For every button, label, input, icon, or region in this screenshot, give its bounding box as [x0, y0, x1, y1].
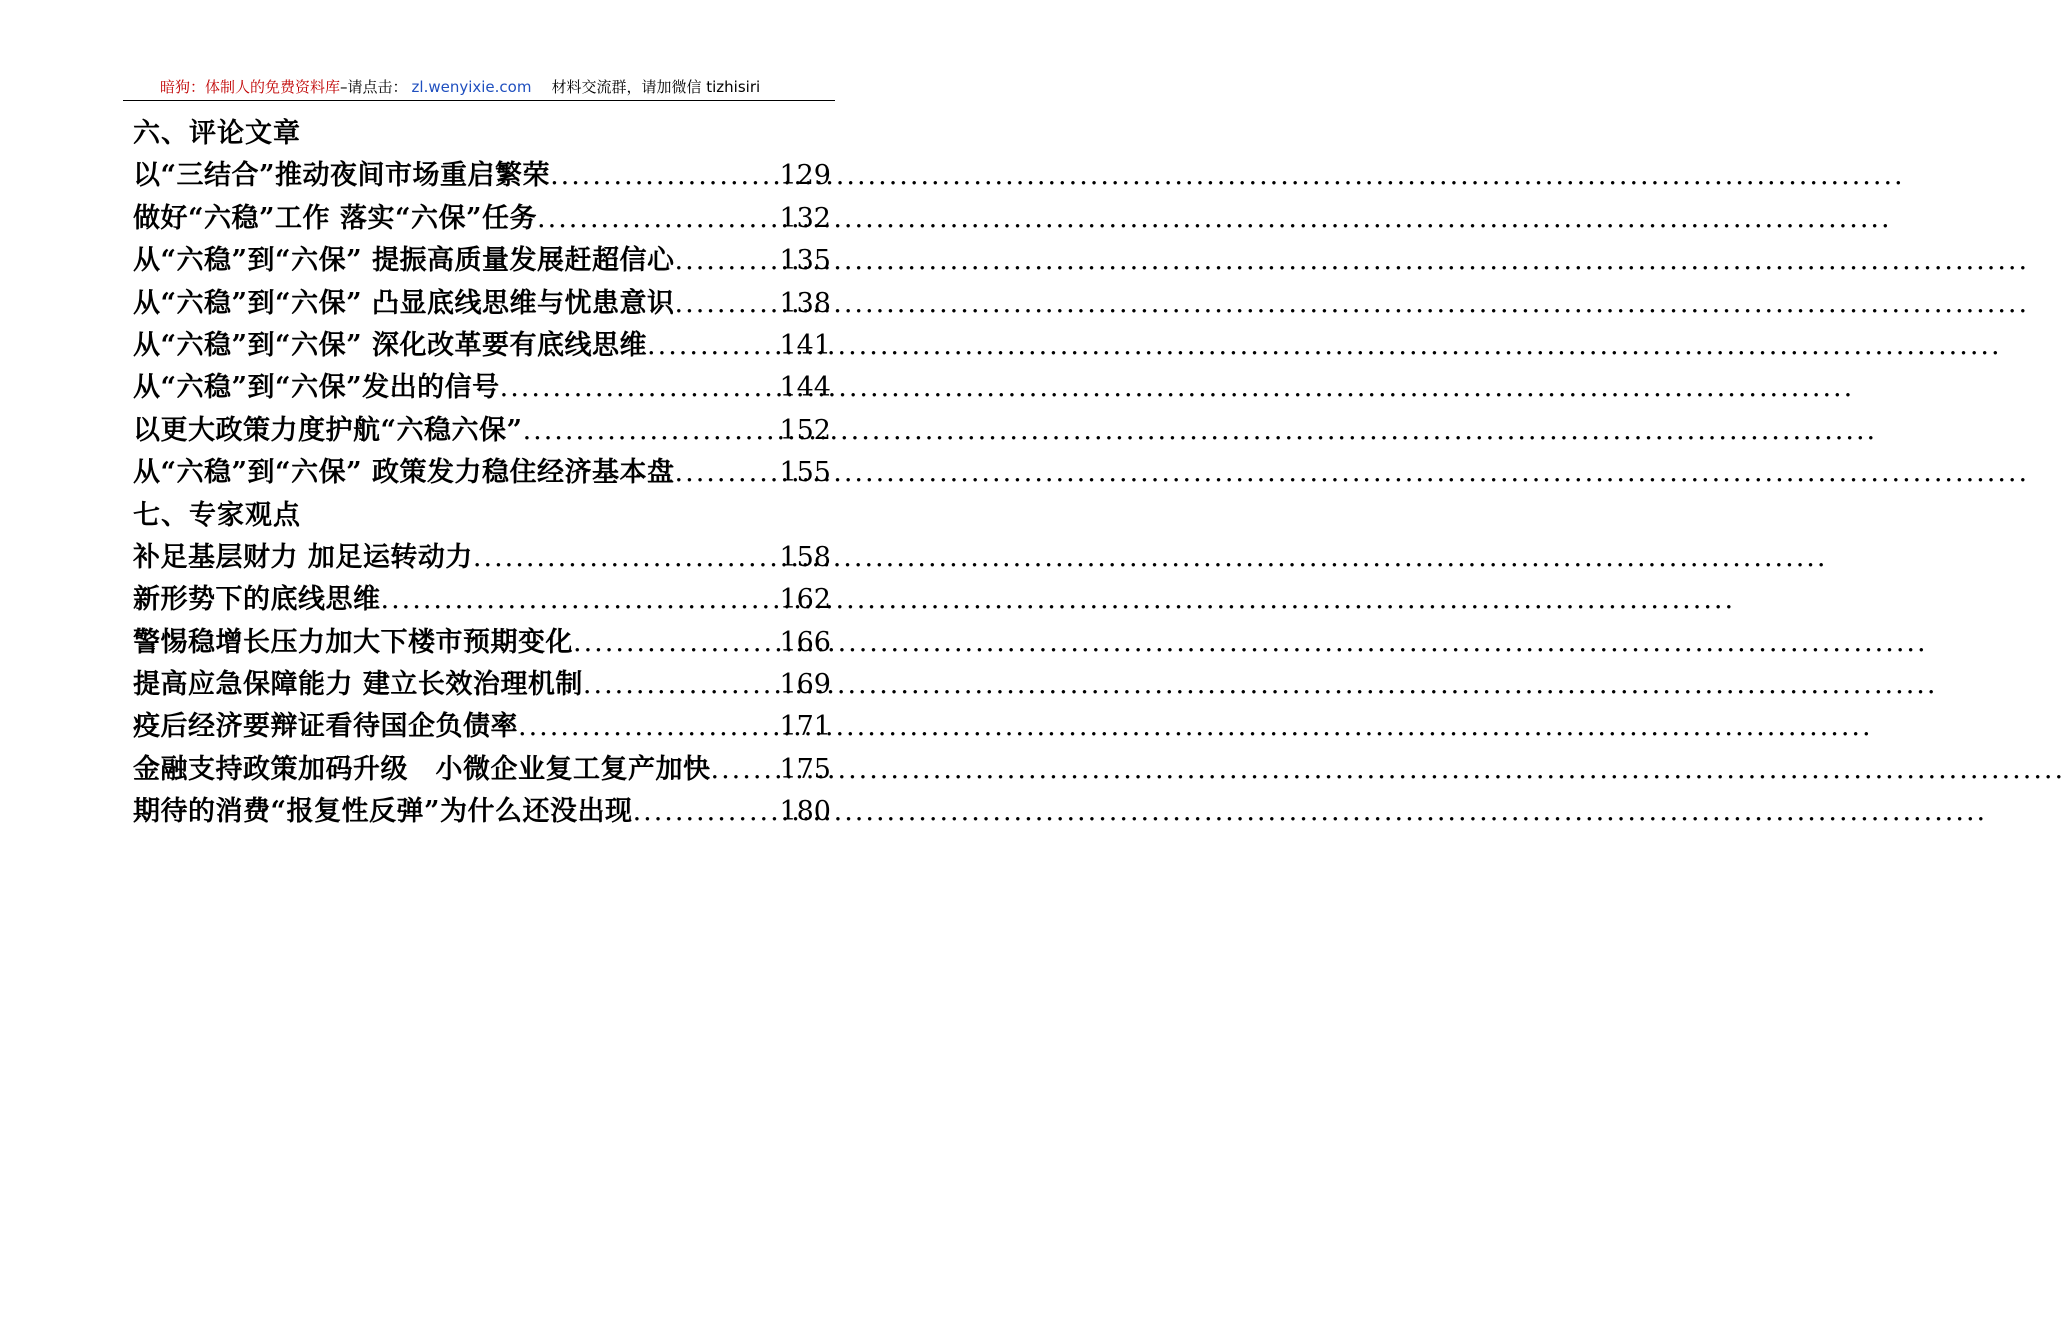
dot-leader [711, 749, 780, 791]
toc-entry[interactable] [133, 283, 831, 325]
section-heading: 六、评论文章 [133, 118, 301, 149]
table-of-contents [133, 113, 831, 834]
toc-entry[interactable] [133, 537, 831, 579]
toc-entry-title: 从“六稳”到“六保” 政策发力稳住经济基本盘 [133, 457, 675, 489]
dot-leader [537, 198, 779, 240]
toc-entry-title: 期待的消费“报复性反弹”为什么还没出现 [133, 796, 633, 828]
toc-entry[interactable] [133, 579, 831, 621]
dot-leader [647, 325, 779, 367]
header-brand: 暗狗：体制人的免费资料库 [160, 78, 341, 96]
toc-entry-title: 以更大政策力度护航“六稳六保” [133, 414, 523, 446]
toc-entry-title: 疫后经济要辩证看待国企负债率 [133, 711, 518, 743]
toc-entry-title: 从“六稳”到“六保” 深化改革要有底线思维 [133, 329, 648, 361]
toc-entry-page: 135 [779, 245, 831, 277]
header-prompt: –请点击： [340, 78, 408, 96]
dot-leader [675, 240, 780, 282]
toc-entry[interactable] [133, 410, 831, 452]
toc-entry-page: 144 [779, 372, 831, 404]
dot-leader [518, 706, 779, 748]
section-heading: 七、专家观点 [133, 499, 301, 531]
toc-entry[interactable] [133, 791, 831, 833]
toc-entry-page: 158 [779, 541, 831, 573]
page-header [123, 74, 835, 101]
toc-entry[interactable] [133, 240, 831, 282]
toc-entry-title: 提高应急保障能力 建立长效治理机制 [133, 669, 583, 701]
toc-entry-title: 从“六稳”到“六保”发出的信号 [133, 372, 500, 404]
dot-leader [675, 283, 780, 325]
dot-leader [381, 579, 780, 621]
toc-entry[interactable] [133, 155, 831, 197]
toc-entry-title: 做好“六稳”工作 落实“六保”任务 [133, 202, 538, 234]
dot-leader [550, 155, 779, 197]
toc-entry-title: 以“三结合”推动夜间市场重启繁荣 [133, 160, 551, 192]
dot-leader [583, 664, 780, 706]
toc-entry-page: 155 [779, 457, 831, 489]
dot-leader [573, 622, 779, 664]
header-group-info: 材料交流群，请加微信 tizhisiri [551, 78, 761, 96]
toc-entry-title: 从“六稳”到“六保” 提振高质量发展赶超信心 [133, 245, 675, 277]
toc-entry-page: 175 [779, 753, 831, 785]
toc-entry[interactable] [133, 749, 831, 791]
header-url-link[interactable]: zl.wenyixie.com [411, 78, 532, 96]
toc-entry-page: 180 [779, 796, 831, 828]
toc-entry[interactable] [133, 198, 831, 240]
toc-entry-page: 166 [779, 626, 831, 658]
toc-entry-title: 警惕稳增长压力加大下楼市预期变化 [133, 626, 573, 658]
toc-entry-page: 169 [779, 669, 831, 701]
toc-entry-title: 金融支持政策加码升级 小微企业复工复产加快 [133, 753, 711, 785]
toc-entry[interactable] [133, 452, 831, 494]
dot-leader [500, 367, 780, 409]
dot-leader [523, 410, 780, 452]
toc-entry-title: 补足基层财力 加足运转动力 [133, 541, 473, 573]
dot-leader [473, 537, 780, 579]
toc-entry[interactable] [133, 706, 831, 748]
toc-entry-page: 141 [779, 329, 831, 361]
toc-entry-title: 新形势下的底线思维 [133, 584, 381, 616]
toc-entry-page: 129 [779, 160, 831, 192]
toc-entry[interactable] [133, 664, 831, 706]
toc-entry[interactable] [133, 367, 831, 409]
toc-entry[interactable] [133, 622, 831, 664]
toc-entry-title: 从“六稳”到“六保” 凸显底线思维与忧患意识 [133, 287, 675, 319]
toc-entry-page: 132 [779, 202, 831, 234]
toc-entry-page: 138 [779, 287, 831, 319]
toc-entry-page: 162 [779, 584, 831, 616]
dot-leader [633, 791, 780, 833]
toc-entry-page: 171 [779, 711, 831, 743]
toc-entry[interactable] [133, 325, 831, 367]
toc-entry-page: 152 [779, 414, 831, 446]
dot-leader [675, 452, 780, 494]
